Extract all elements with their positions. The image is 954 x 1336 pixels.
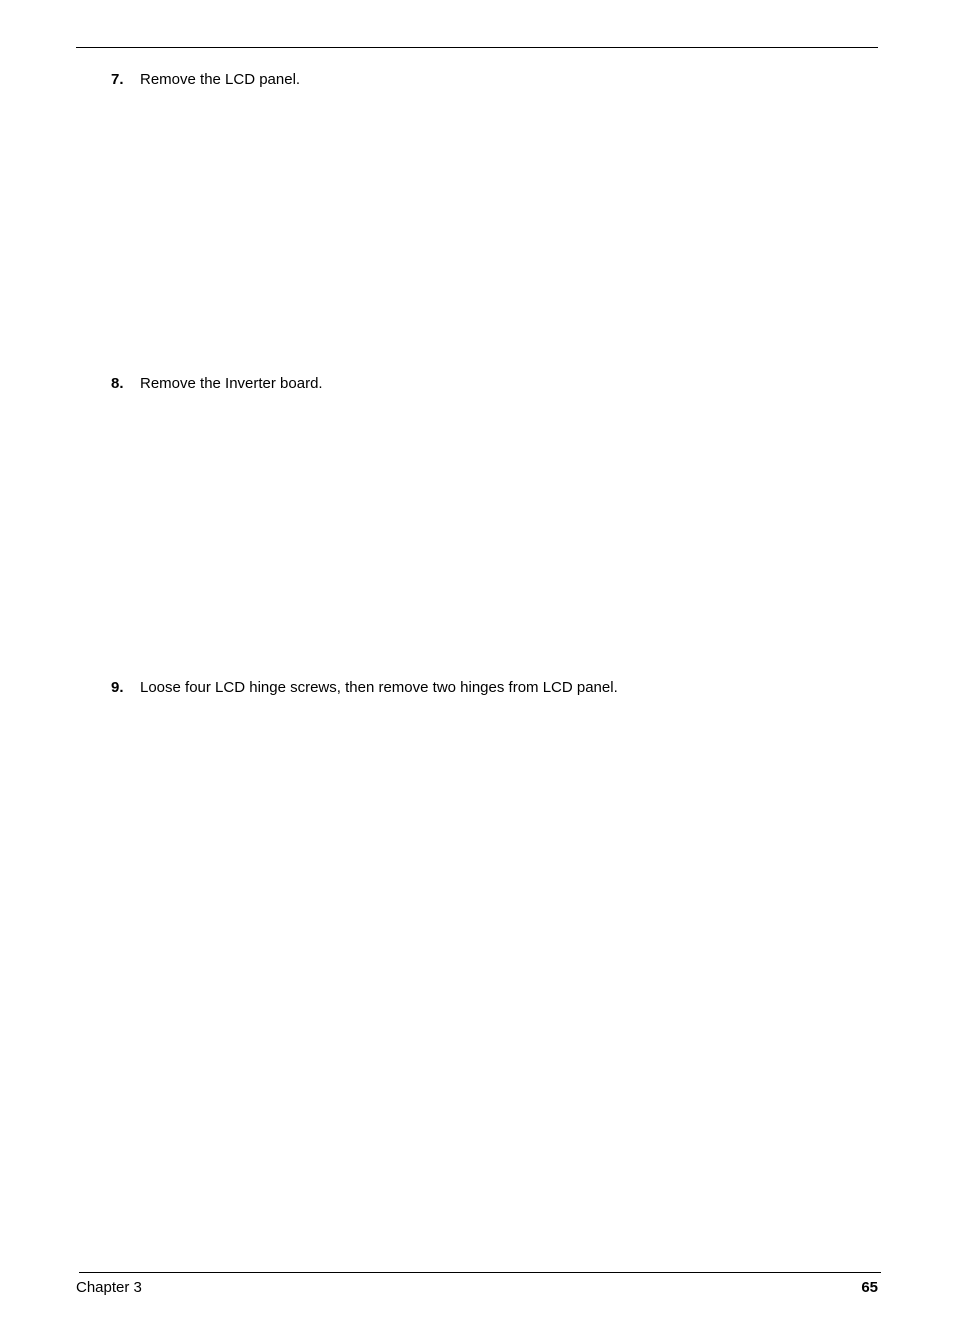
step-9: [111, 679, 618, 697]
step-8-number: 8.: [111, 375, 124, 392]
step-9-figure-area: [140, 708, 840, 1248]
step-7-number: 7.: [111, 71, 124, 88]
step-7-figure-area: [140, 100, 840, 360]
step-8: [111, 375, 323, 393]
step-8-figure-area: [140, 404, 840, 664]
footer-page-number: 65: [861, 1279, 878, 1296]
step-9-text: Loose four LCD hinge screws, then remove two hinges from LCD panel.: [140, 679, 618, 696]
step-9-number: 9.: [111, 679, 124, 696]
step-7: [111, 71, 300, 89]
step-7-text: Remove the LCD panel.: [140, 71, 301, 88]
step-8-text: Remove the Inverter board.: [140, 375, 323, 392]
footer-rule: [79, 1272, 881, 1273]
footer-chapter: Chapter 3: [76, 1279, 142, 1296]
header-rule: [76, 47, 878, 48]
